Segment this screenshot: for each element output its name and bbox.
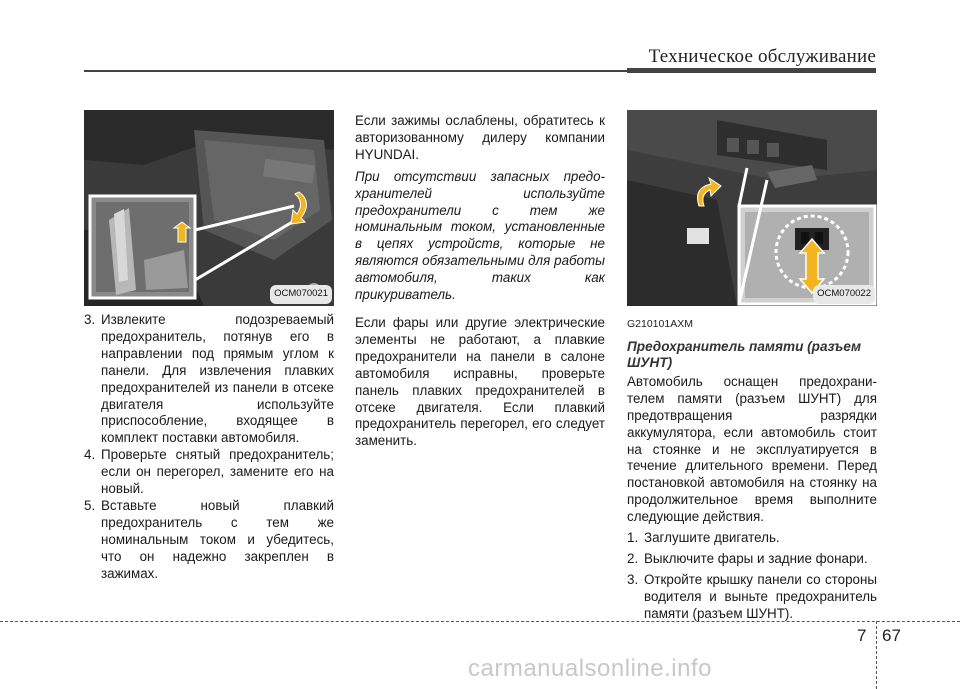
column-middle bbox=[355, 113, 605, 450]
list-number: 1. bbox=[627, 530, 639, 546]
dealer-note: Если зажимы ослаблены, обратитесь к авторизованному дилеру компании HYUNDAI. bbox=[355, 113, 605, 162]
footer-divider bbox=[876, 621, 877, 689]
list-text: Выключите фары и задние фонари. bbox=[644, 550, 868, 566]
column-left bbox=[84, 110, 334, 583]
engine-fuse-panel-figure bbox=[84, 110, 334, 306]
list-item bbox=[627, 572, 877, 623]
watermark: carmanualsonline.info bbox=[468, 655, 712, 682]
footer-rule bbox=[0, 621, 960, 622]
list-item bbox=[84, 447, 334, 498]
list-number: 3. bbox=[84, 312, 96, 327]
list-number: 4. bbox=[84, 447, 96, 463]
list-number: 5. bbox=[84, 497, 96, 513]
list-text: Проверьте снятый предохранитель; если он перегорел, замените его на новый. bbox=[101, 447, 334, 497]
list-text: Вставьте новый плавкий предохранитель с тем же номинальным током и убедитесь, что он надежно закреплен в зажимах. bbox=[101, 497, 334, 581]
section-code: G210101AXM bbox=[627, 318, 693, 330]
memory-fuse-description: Автомобиль оснащен предохрани-телем памяти (разъем ШУНТ) для предотвращения разрядки аккумулятора, если автомобиль стоит на стоянке и не эксплуатируется в течение длительного времени. Перед постановкой автомобиля на стоянку на продолжительное время выполните следующие действия. bbox=[627, 373, 877, 525]
figure-code: OCM070021 bbox=[270, 285, 332, 304]
list-item bbox=[627, 551, 877, 568]
list-text: Откройте крышку панели со стороны водителя и выньте предохранитель памяти (разъем ШУНТ). bbox=[644, 571, 877, 621]
section-heading: Предохранитель памяти (разъем ШУНТ) bbox=[627, 338, 862, 370]
list-text: Извлеките подозреваемый предохранитель, потянув его в направлении под прямым углом к панели. Для извлечения плавких предохранителей из панели в отсеке двигателя используйте приспособление, входящее в комплект поставки автомобиля. bbox=[101, 312, 334, 446]
list-item bbox=[84, 498, 334, 583]
header-rule-accent bbox=[627, 68, 876, 73]
engine-panel-note: Если фары или другие электрические элементы не работают, а плавкие предохранители на панели в салоне автомобиля исправны, проверьте панель плавких предохранителей в отсеке двигателя. Если плавкий предохранитель перегорел, его следует заменить. bbox=[355, 314, 605, 449]
list-item bbox=[84, 312, 334, 447]
spare-fuse-note: При отсутствии запасных предо-хранителей используйте предохранители с тем же номинальным током, установленные в цепях устройств, которые не являются обязательными для работы автомобиля, таких как прикуриватель. bbox=[355, 168, 605, 303]
list-number: 3. bbox=[627, 571, 639, 587]
column-right bbox=[627, 110, 877, 623]
chapter-number: 7 bbox=[857, 626, 867, 645]
figure-code: OCM070022 bbox=[813, 285, 875, 304]
list-item bbox=[627, 530, 877, 547]
page-number: 67 bbox=[882, 626, 901, 645]
memory-fuse-figure bbox=[627, 110, 877, 306]
page-header-title: Техническое обслуживание bbox=[648, 46, 876, 67]
list-text: Заглушите двигатель. bbox=[644, 530, 780, 546]
list-number: 2. bbox=[627, 550, 639, 566]
